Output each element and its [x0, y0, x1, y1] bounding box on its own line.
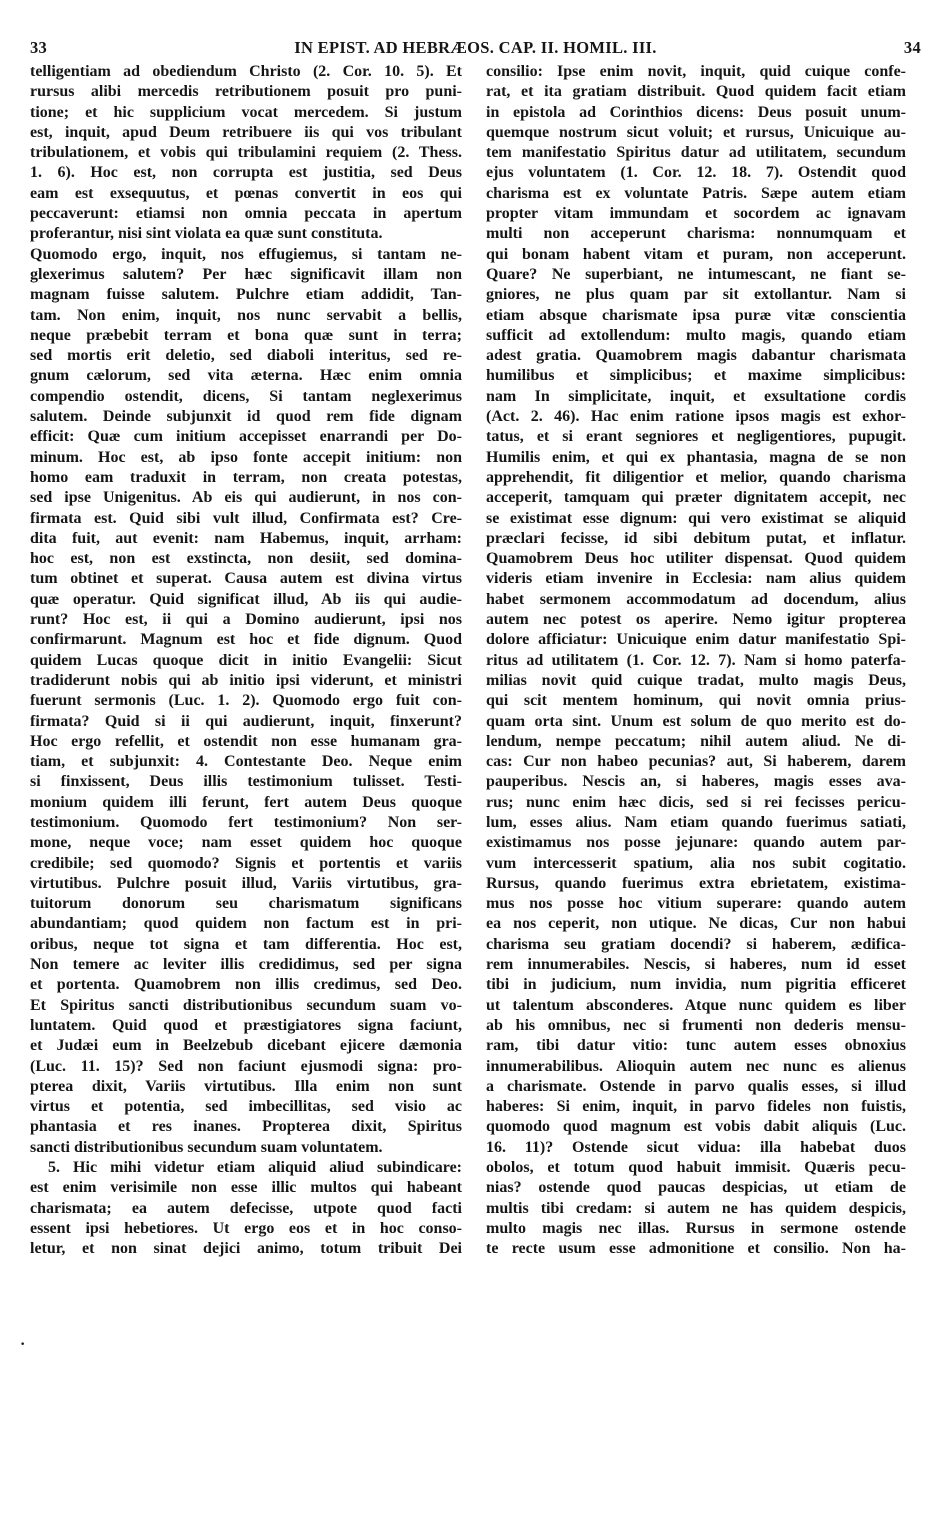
text-line: ut talentum absconderes. Atque nunc quidem es liber — [486, 996, 906, 1014]
text-line: cas: Cur non habeo pecunias? aut, Si haberem, darem — [486, 753, 906, 771]
text-line: rus; nunc enim hæc dicis, sed si rei fecisses pericu- — [486, 793, 906, 811]
text-line: testimonium. Quomodo fert testimonium? Non ser- — [30, 813, 462, 831]
text-line: vum intercesserit spatium, alia nos subit cogitatio. — [486, 854, 906, 872]
text-line: neque præbebit terram et bona quæ sunt in terra; — [30, 326, 462, 344]
text-line: charismata; ea autem defecisse, utpote quod facti — [30, 1199, 462, 1217]
text-line: est enim verisimile non esse illic multos qui habeant — [30, 1179, 462, 1197]
text-line: lum, esses alius. Nam etiam quando fuerimus satiati, — [486, 813, 906, 831]
text-line: acceperit, tamquam qui præter dignitatem accepit, nec — [486, 489, 906, 507]
text-line: tatus, et si erant segniores et negligentiores, pupugit. — [486, 428, 906, 446]
text-line: Quare? Ne superbiant, ne intumescant, ne fiant se- — [486, 265, 906, 283]
text-line: tibi in judicium, num invidia, num pigritia efficeret — [486, 976, 906, 994]
text-line: peccaverunt: etiamsi non omnia peccata in apertum — [30, 205, 462, 223]
text-line: Et Spiritus sancti distributionibus secundum suam vo- — [30, 996, 462, 1014]
text-line: obolos, et totum quod habuit immisit. Quæris pecu- — [486, 1159, 906, 1177]
text-line: nias? ostende quod paucas despicias, ut etiam de — [486, 1179, 906, 1197]
text-line: quæ operatur. Quid significat illud, Ab iis qui audie- — [30, 590, 462, 608]
text-line: Rursus, quando fuerimus extra ebrietatem, existima- — [486, 874, 906, 892]
margin-mark: · — [20, 1336, 26, 1353]
text-line: rem innumerabiles. Nescis, si haberes, num id esset — [486, 956, 906, 974]
text-line: virtus et potentia, sed imbecillitas, sed visio ac — [30, 1098, 462, 1116]
text-line: quemque nostrum sicut voluit; et rursus, Unicuique au- — [486, 123, 906, 141]
text-line: Non temere ac leviter illis credidimus, sed per signa — [30, 956, 462, 974]
text-line: et Judæi eum in Beelzebub dicebant ejicere dæmonia — [30, 1037, 462, 1055]
text-line: quam orta sint. Unum est solum de quo merito est do- — [486, 712, 906, 730]
text-line: propter vitam immundam et socordem ac ignavam — [486, 205, 906, 223]
text-line: pauperibus. Nescis an, si haberes, magis esses ava- — [486, 773, 906, 791]
text-line: apprehendit, fit diligentior et melior, quando charisma — [486, 468, 906, 486]
text-line: rat, et ita gratiam distribuit. Quod quidem facit etiam — [486, 83, 906, 101]
text-line: milias novit quid cuique tradat, multo magis Deus, — [486, 671, 906, 689]
text-line: essent ipsi hebetiores. Ut ergo eos et in hoc conso- — [30, 1219, 462, 1237]
text-line: haberes: Si enim, inquit, in parvo fideles non fuistis, — [486, 1098, 906, 1116]
text-line: qui bonam habent vitam et puram, non acceperunt. — [486, 245, 906, 263]
text-line: et portenta. Quamobrem non illis credimus, sed Deo. — [30, 976, 462, 994]
text-line: homo eam traduxit in terram, non creata potestas, — [30, 468, 462, 486]
text-line: oribus, neque tot signa et tam differentia. Hoc est, — [30, 935, 462, 953]
text-line: Hoc ergo refellit, et ostendit non esse humanam gra- — [30, 732, 462, 750]
text-line: minum. Hoc est, ab ipso fonte accepit initium: non — [30, 448, 462, 466]
text-line: in epistola ad Corinthios dicens: Deus posuit unum- — [486, 103, 906, 121]
text-line: glexerimus salutem? Per hæc significavit illam non — [30, 265, 462, 283]
text-line: præclari fecisse, id sibi debitum putat, et inflatur. — [486, 529, 906, 547]
text-line: quidem Lucas quoque dicit in initio Evangelii: Sicut — [30, 651, 462, 669]
text-line: magnam fuisse salutem. Pulchre etiam addidit, Tan- — [30, 286, 462, 304]
text-line: Quomodo ergo, inquit, nos effugiemus, si tantam ne- — [30, 245, 462, 263]
text-line: luntatem. Quid quod et præstigiatores signa faciunt, — [30, 1016, 462, 1034]
text-line: gnum cælorum, sed vita æterna. Hæc enim omnia — [30, 367, 462, 385]
text-line: tiam, et subjunxit: 4. Contestante Deo. Neque enim — [30, 753, 462, 771]
text-line: tam. Non enim, inquit, nos nunc servabit a bellis, — [30, 306, 462, 324]
text-line: ea nos ceperit, non utique. Ne dicas, Cur non habui — [486, 915, 906, 933]
text-line: sed mortis erit deletio, sed diaboli interitus, sed re- — [30, 347, 462, 365]
text-line: sancti distributionibus secundum suam voluntatem. — [30, 1138, 383, 1156]
text-line: gniores, ne plus quam par sit extollantur. Nam si — [486, 286, 906, 304]
text-line: charisma seu gratiam docendi? si haberem, ædifica- — [486, 935, 906, 953]
text-line: Quamobrem Deus hoc utiliter dispensat. Quod quidem — [486, 550, 906, 568]
text-line: adest gratia. Quamobrem magis dabantur charismata — [486, 347, 906, 365]
text-line: innumerabilibus. Alioquin autem nec nunc es alienus — [486, 1057, 906, 1075]
text-line: salutem. Deinde subjunxit id quod rem fide dignam — [30, 408, 462, 426]
text-line: tradiderunt nobis qui ab initio ipsi viderunt, et ministri — [30, 671, 462, 689]
left-text-column — [30, 62, 462, 1260]
text-line: firmata? Quid si ii qui audierunt, inquit, finxerunt? — [30, 712, 462, 730]
text-line: Humilis enim, et qui ex phantasia, magna de se non — [486, 448, 906, 466]
text-line: firmata est. Quid sibi vult illud, Confirmata est? Cre- — [30, 509, 462, 527]
text-line: tribulationem, et vobis qui tribulamini requiem (2. Thess. — [30, 144, 462, 162]
text-line: habet sermonem accommodatum ad docendum, alius — [486, 590, 906, 608]
text-line: proferantur, nisi sint violata ea quæ sunt constituta. — [30, 225, 383, 243]
text-line: ejus voluntatem (1. Cor. 12. 18. 7). Ostendit quod — [486, 164, 906, 182]
text-line: rursus alibi mercedis retributionem posuit pro puni- — [30, 83, 462, 101]
text-line: tem manifestatio Spiritus datur ad utilitatem, secundum — [486, 144, 906, 162]
running-title: IN EPIST. AD HEBRÆOS. CAP. II. HOMIL. III. — [294, 38, 657, 57]
text-line: 5. Hic mihi videtur etiam aliquid aliud subindicare: — [48, 1159, 462, 1177]
text-line: (Luc. 11. 15)? Sed non faciunt ejusmodi signa: pro- — [30, 1057, 462, 1075]
text-line: sed ipse Unigenitus. Ab eis qui audierunt, in nos con- — [30, 489, 462, 507]
text-line: multis tibi credam: si autem ne has quidem despicis, — [486, 1199, 906, 1217]
text-line: multo magis nec illas. Rursus in sermone ostende — [486, 1219, 906, 1237]
text-line: nam In simplicitate, inquit, et exsultatione cordis — [486, 387, 906, 405]
text-line: videris etiam invenire in Ecclesia: nam alius quidem — [486, 570, 906, 588]
text-line: lendum, nempe peccatum; nihil autem aliud. Ne di- — [486, 732, 906, 750]
text-line: charisma est ex voluntate Patris. Sæpe autem etiam — [486, 184, 906, 202]
text-line: sufficit ad extollendum: multo magis, quando etiam — [486, 326, 906, 344]
page-number-right: 34 — [903, 38, 921, 57]
text-line: qui scit mentem hominum, qui novit omnia prius- — [486, 692, 906, 710]
text-line: (Act. 2. 46). Hac enim ratione ipsos magis est exhor- — [486, 408, 906, 426]
text-line: mone, neque voce; nam esset quidem hoc quoque — [30, 834, 462, 852]
text-line: quomodo quod magnum est vobis dabit aliquis (Luc. — [486, 1118, 906, 1136]
text-line: confirmarunt. Magnum est hoc et fide dignum. Quod — [30, 631, 462, 649]
text-line: 16. 11)? Ostende sicut vidua: illa habebat duos — [486, 1138, 906, 1156]
running-header — [30, 38, 921, 62]
text-line: compendio ostendit, dicens, Si tantam neglexerimus — [30, 387, 462, 405]
text-line: ritus ad utilitatem (1. Cor. 12. 7). Nam si homo paterfa- — [486, 651, 906, 669]
text-line: autem nec potest os aperire. Nemo igitur propterea — [486, 611, 906, 629]
text-line: abundantiam; quod quidem non factum est in pri- — [30, 915, 462, 933]
text-line: si finxissent, Deus illis testimonium tulisset. Testi- — [30, 773, 462, 791]
text-line: existimamus nos posse jejunare: quando autem par- — [486, 834, 906, 852]
text-line: mus nos posse hoc vitium superare: quando autem — [486, 895, 906, 913]
text-line: se existimat esse dignum: qui vero existimat se aliquid — [486, 509, 906, 527]
text-line: dita fuit, aut evenit: nam Habemus, inquit, arrham: — [30, 529, 462, 547]
text-line: te recte usum esse admonitione et consilio. Non ha- — [486, 1240, 906, 1258]
text-line: hoc est, non est exstincta, non desiit, sed domina- — [30, 550, 462, 568]
text-line: tuitorum donorum seu charismatum significans — [30, 895, 462, 913]
text-line: tum obtinet et superat. Causa autem est divina virtus — [30, 570, 462, 588]
text-line: humilibus et simplicibus; et maxime simplicibus: — [486, 367, 906, 385]
text-line: tione; et hic supplicium vocat mercedem. Si justum — [30, 103, 462, 121]
text-line: efficit: Quæ cum initium accepisset enarrandi per Do- — [30, 428, 462, 446]
text-line: multi non acceperunt charisma: nonnumquam et — [486, 225, 906, 243]
text-line: letur, et non sinat dejici animo, totum tribuit Dei — [30, 1240, 462, 1258]
text-line: pterea dixit, Variis virtutibus. Illa enim non sunt — [30, 1077, 462, 1095]
page-number-left: 33 — [30, 38, 48, 57]
text-line: est, inquit, apud Deum retribuere iis qui vos tribulant — [30, 123, 462, 141]
text-line: consilio: Ipse enim novit, inquit, quid cuique confe- — [486, 63, 906, 80]
text-line: 1. 6). Hoc est, non corrupta est justitia, sed Deus — [30, 164, 462, 182]
text-line: virtutibus. Pulchre posuit illud, Variis virtutibus, gra- — [30, 874, 462, 892]
text-line: telligentiam ad obediendum Christo (2. Cor. 10. 5). Et — [30, 63, 462, 80]
text-line: etiam absque charismate ipsa puræ vitæ conscientia — [486, 306, 906, 324]
text-line: a charismate. Ostende in parvo qualis esses, si illud — [486, 1077, 906, 1095]
text-line: monium quidem illi ferunt, fert autem Deus quoque — [30, 793, 462, 811]
text-line: ram, tibi datur vitio: tunc autem esses obnoxius — [486, 1037, 906, 1055]
text-line: eam est exsequutus, et pœnas convertit in eos qui — [30, 184, 462, 202]
right-text-column — [486, 62, 906, 1260]
text-line: phantasia et res inanes. Propterea dixit, Spiritus — [30, 1118, 462, 1136]
text-line: fuerunt sermonis (Luc. 1. 2). Quomodo ergo fuit con- — [30, 692, 462, 710]
text-line: runt? Hoc est, ii qui a Domino audierunt, ipsi nos — [30, 611, 462, 629]
text-line: dolore afficiatur: Unicuique enim datur manifestatio Spi- — [486, 631, 906, 649]
text-line: ab his omnibus, nec si frumenti non dederis mensu- — [486, 1016, 906, 1034]
text-line: credibile; sed quomodo? Signis et portentis et variis — [30, 854, 462, 872]
